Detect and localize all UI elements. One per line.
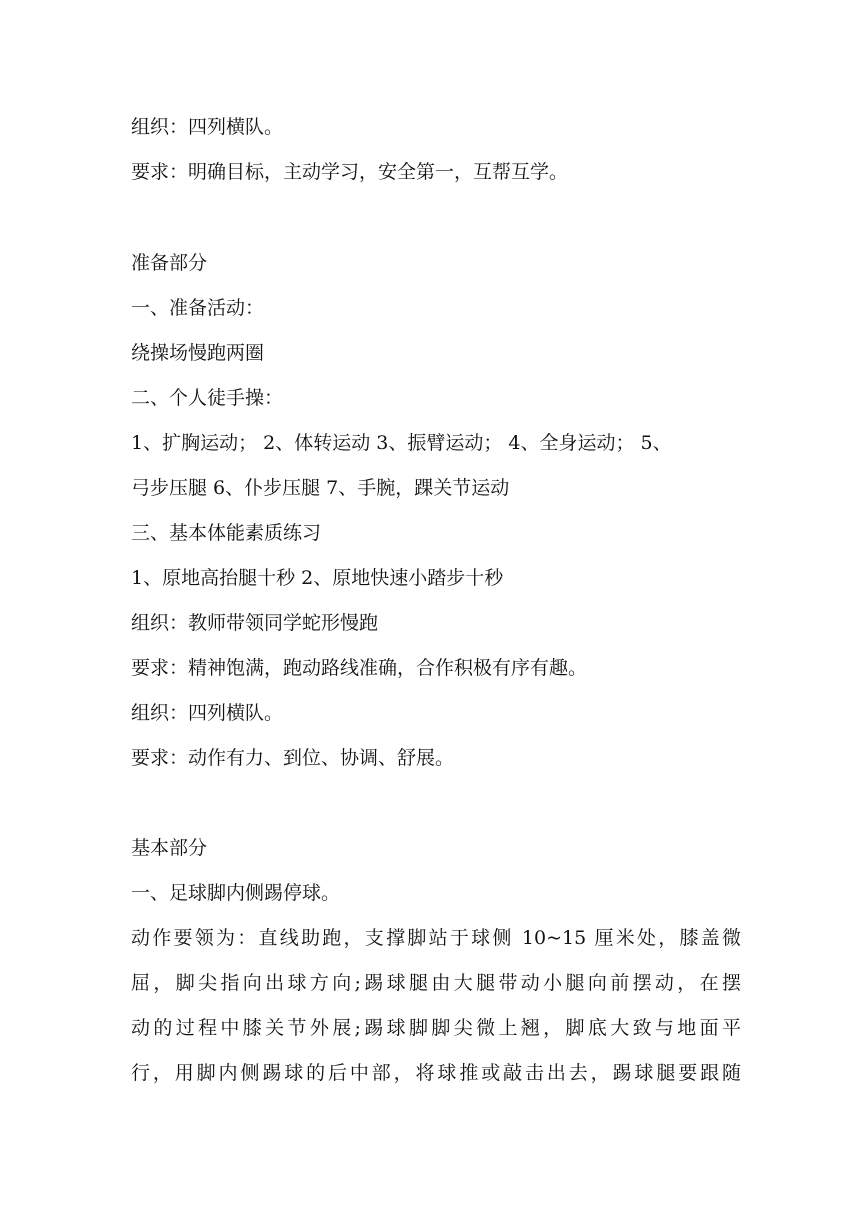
text-line: 行，用脚内侧踢球的后中部，将球推或敲击出去，踢球腿要跟随 xyxy=(131,1062,741,1084)
section-heading: 准备部分 xyxy=(131,252,208,274)
text-line: 一、足球脚内侧踢停球。 xyxy=(131,882,341,904)
text-line: 组织：教师带领同学蛇形慢跑 xyxy=(131,612,379,634)
text-line: 一、准备活动： xyxy=(131,297,265,319)
text-line: 动作要领为：直线助跑，支撑脚站于球侧 10~15 厘米处，膝盖微 xyxy=(131,927,741,949)
text-line: 1、扩胸运动； 2、体转运动 3、振臂运动； 4、全身运动； 5、 xyxy=(131,432,672,454)
text-line: 要求：明确目标，主动学习，安全第一，互帮互学。 xyxy=(131,161,569,183)
text-line: 屈，脚尖指向出球方向;踢球腿由大腿带动小腿向前摆动，在摆 xyxy=(131,972,741,994)
text-line: 组织：四列横队。 xyxy=(131,702,284,724)
section-heading: 基本部分 xyxy=(131,837,208,859)
text-line: 二、个人徒手操： xyxy=(131,387,284,409)
text-line: 动的过程中膝关节外展;踢球脚脚尖微上翘，脚底大致与地面平 xyxy=(131,1017,741,1039)
text-line: 绕操场慢跑两圈 xyxy=(131,342,265,364)
text-line: 1、原地高抬腿十秒 2、原地快速小踏步十秒 xyxy=(131,567,504,589)
text-line: 三、基本体能素质练习 xyxy=(131,522,322,544)
text-line: 弓步压腿 6、仆步压腿 7、手腕，踝关节运动 xyxy=(131,477,510,499)
text-line: 要求：动作有力、到位、协调、舒展。 xyxy=(131,747,455,769)
text-line: 要求：精神饱满，跑动路线准确，合作积极有序有趣。 xyxy=(131,657,588,679)
text-line: 组织：四列横队。 xyxy=(131,116,284,138)
